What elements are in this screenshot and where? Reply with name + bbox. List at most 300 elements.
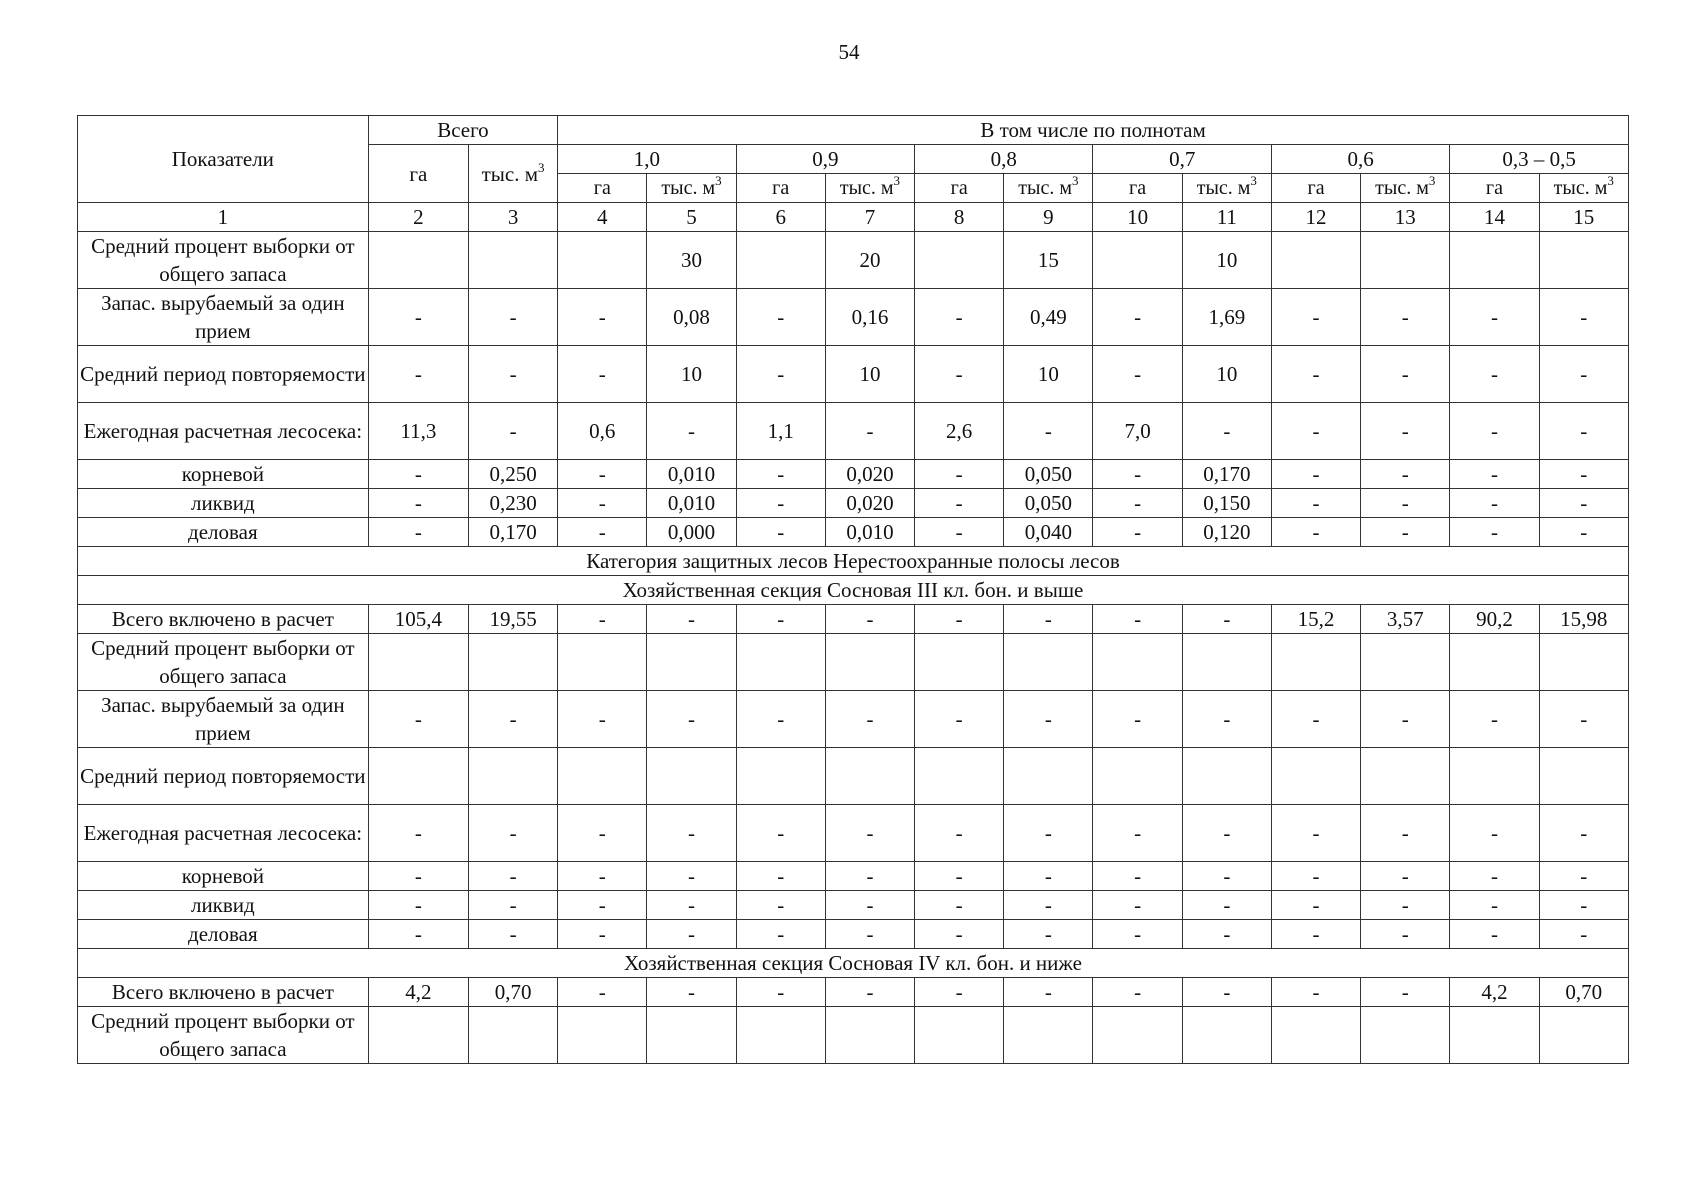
data-cell: 0,040 [1004,518,1093,547]
data-cell [1271,748,1360,805]
data-cell: - [468,862,557,891]
data-cell: - [1361,891,1450,920]
data-cell: - [1539,346,1628,403]
data-cell: 0,70 [468,978,557,1007]
data-cell: - [825,403,914,460]
data-cell: - [825,978,914,1007]
data-cell [1450,232,1539,289]
data-cell: 10 [647,346,736,403]
data-cell: - [647,862,736,891]
data-cell [736,1007,825,1064]
data-cell [825,634,914,691]
data-cell: - [647,605,736,634]
column-number-cell: 6 [736,203,825,232]
data-cell: - [1539,489,1628,518]
header-density-0-8: 0,8 [915,145,1093,174]
data-cell: 1,1 [736,403,825,460]
data-cell: 4,2 [368,978,468,1007]
data-cell [1361,634,1450,691]
data-cell: - [736,489,825,518]
data-cell: - [1361,403,1450,460]
header-row-1 [78,116,1629,145]
table-row [78,518,1629,547]
data-cell: 7,0 [1093,403,1182,460]
data-cell [647,634,736,691]
unit-ha-cell: га [915,174,1004,203]
data-cell [736,748,825,805]
data-cell: - [1093,605,1182,634]
data-cell: - [1182,978,1271,1007]
data-cell [1450,634,1539,691]
data-cell [825,1007,914,1064]
column-number-cell: 5 [647,203,736,232]
data-cell: - [1182,862,1271,891]
data-cell: - [1093,518,1182,547]
table-row [78,978,1629,1007]
row-label: Всего включено в расчет [78,605,369,634]
column-number-cell: 7 [825,203,914,232]
data-cell: - [825,805,914,862]
data-cell: - [647,978,736,1007]
data-cell: - [915,978,1004,1007]
data-cell [1361,748,1450,805]
table-row [78,403,1629,460]
data-cell: - [915,518,1004,547]
data-cell: - [1361,978,1450,1007]
data-cell: - [1271,289,1360,346]
data-cell: - [1450,289,1539,346]
data-cell: - [1271,978,1360,1007]
row-label: деловая [78,920,369,949]
column-number-cell: 2 [368,203,468,232]
data-cell: - [647,403,736,460]
column-number-cell: 4 [558,203,647,232]
data-cell: - [1004,403,1093,460]
data-cell [825,748,914,805]
data-cell: 0,170 [1182,460,1271,489]
data-cell: - [1182,805,1271,862]
table-row [78,346,1629,403]
forest-table [77,115,1629,1064]
data-cell: - [736,605,825,634]
data-cell [1093,748,1182,805]
unit-ha-cell: га [1450,174,1539,203]
data-cell [1450,1007,1539,1064]
data-cell: - [736,346,825,403]
data-cell: - [468,403,557,460]
data-cell: - [736,920,825,949]
data-cell: - [915,489,1004,518]
data-cell: - [1450,691,1539,748]
data-cell: - [915,805,1004,862]
data-cell: 0,08 [647,289,736,346]
data-cell [1539,634,1628,691]
data-cell: - [368,518,468,547]
section-title: Хозяйственная секция Сосновая IV кл. бон. и ниже [78,949,1629,978]
data-cell: - [1271,805,1360,862]
data-cell: - [825,891,914,920]
column-number-cell: 3 [468,203,557,232]
data-cell: - [1361,346,1450,403]
data-cell: - [368,460,468,489]
table-row [78,289,1629,346]
unit-volume-cell: тыс. $м^3$ [1004,174,1093,203]
data-cell: - [915,460,1004,489]
data-cell: - [1361,518,1450,547]
data-cell: - [468,691,557,748]
data-cell: - [1361,289,1450,346]
data-cell: - [1182,920,1271,949]
data-cell: - [1093,460,1182,489]
data-cell: - [468,920,557,949]
data-cell: - [1004,605,1093,634]
unit-volume-cell: тыс. $м^3$ [1539,174,1628,203]
unit-ha-cell: га [1093,174,1182,203]
page-number: 54 [838,40,860,64]
data-cell: - [1361,460,1450,489]
data-cell: - [558,289,647,346]
unit-volume-cell: тыс. $м^3$ [647,174,736,203]
data-cell: 0,010 [647,460,736,489]
data-cell [915,634,1004,691]
data-cell: - [1450,489,1539,518]
data-cell: - [1539,891,1628,920]
data-cell: 15,2 [1271,605,1360,634]
data-cell: - [915,862,1004,891]
data-cell: - [1539,805,1628,862]
data-cell: - [1093,346,1182,403]
unit-volume-cell: тыс. $м^3$ [825,174,914,203]
data-cell [736,232,825,289]
column-number-cell: 1 [78,203,369,232]
data-cell: - [1271,346,1360,403]
data-cell: - [1004,691,1093,748]
data-cell: 30 [647,232,736,289]
data-cell: 0,170 [468,518,557,547]
data-cell: - [558,605,647,634]
data-cell [647,1007,736,1064]
data-cell: - [1450,518,1539,547]
data-cell [468,1007,557,1064]
data-cell [1450,748,1539,805]
data-cell: - [368,920,468,949]
data-cell: 19,55 [468,605,557,634]
data-cell: - [1450,891,1539,920]
data-cell: - [368,489,468,518]
data-cell [1004,748,1093,805]
unit-ha-cell: га [1271,174,1360,203]
data-cell: - [1093,862,1182,891]
table-row [78,891,1629,920]
data-cell: - [825,605,914,634]
data-cell: 0,16 [825,289,914,346]
column-number-cell: 8 [915,203,1004,232]
row-label: корневой [78,862,369,891]
data-cell [368,1007,468,1064]
table-row [78,489,1629,518]
data-cell [1361,1007,1450,1064]
data-cell: - [825,862,914,891]
data-cell [736,634,825,691]
data-cell: 0,000 [647,518,736,547]
data-cell [468,634,557,691]
data-cell: - [558,978,647,1007]
data-cell: - [558,891,647,920]
data-cell: - [1182,605,1271,634]
data-cell: - [736,978,825,1007]
data-cell: - [1093,489,1182,518]
row-label: Запас. вырубаемый за один прием [78,289,369,346]
data-cell: - [368,862,468,891]
data-cell: - [1004,891,1093,920]
column-number-cell: 14 [1450,203,1539,232]
data-cell: - [558,346,647,403]
data-cell: - [915,691,1004,748]
data-cell: - [1093,891,1182,920]
data-cell: - [1182,891,1271,920]
header-row-column-numbers [78,203,1629,232]
header-density-0-3-0-5: 0,3 – 0,5 [1450,145,1629,174]
data-cell [558,1007,647,1064]
data-cell [558,748,647,805]
row-label: деловая [78,518,369,547]
data-cell: 105,4 [368,605,468,634]
data-cell: - [1271,691,1360,748]
column-number-cell: 12 [1271,203,1360,232]
row-label: Средний период повторяемости [78,346,369,403]
row-label: корневой [78,460,369,489]
data-cell: 0,010 [647,489,736,518]
data-cell: - [1182,691,1271,748]
unit-ha-cell: га [736,174,825,203]
table-row [78,862,1629,891]
column-number-cell: 13 [1361,203,1450,232]
data-cell: - [1450,460,1539,489]
data-cell: - [1093,920,1182,949]
table-row [78,748,1629,805]
data-cell: 0,050 [1004,489,1093,518]
data-cell: - [1539,691,1628,748]
data-cell: 15 [1004,232,1093,289]
column-number-cell: 11 [1182,203,1271,232]
column-number-cell: 9 [1004,203,1093,232]
data-cell [1093,1007,1182,1064]
data-cell: 10 [825,346,914,403]
data-cell: - [558,460,647,489]
unit-volume-cell: тыс. $м^3$ [1361,174,1450,203]
data-cell: - [1004,978,1093,1007]
row-label: Средний период повторяемости [78,748,369,805]
header-density-0-6: 0,6 [1271,145,1449,174]
data-cell [915,232,1004,289]
column-number-cell: 15 [1539,203,1628,232]
data-cell [1093,232,1182,289]
data-cell: - [1182,403,1271,460]
data-cell [1271,232,1360,289]
data-cell: - [1361,691,1450,748]
data-cell: 1,69 [1182,289,1271,346]
data-cell: - [736,891,825,920]
header-density-0-7: 0,7 [1093,145,1271,174]
table-row [78,691,1629,748]
data-cell: - [1361,862,1450,891]
column-number-cell: 10 [1093,203,1182,232]
data-cell: - [736,289,825,346]
row-label: ликвид [78,891,369,920]
table-row [78,805,1629,862]
data-cell: - [1271,920,1360,949]
data-cell [558,634,647,691]
data-cell: 20 [825,232,914,289]
table-row [78,634,1629,691]
data-cell: 0,020 [825,489,914,518]
data-cell: - [1361,489,1450,518]
data-cell: - [368,289,468,346]
data-cell: 3,57 [1361,605,1450,634]
data-cell: - [736,460,825,489]
data-cell: - [368,691,468,748]
data-cell: - [1361,805,1450,862]
data-cell [1361,232,1450,289]
table-row [78,460,1629,489]
data-cell [468,232,557,289]
data-cell: - [1539,403,1628,460]
data-cell: - [468,346,557,403]
data-cell: - [1271,862,1360,891]
data-cell: - [1271,460,1360,489]
data-cell: - [736,805,825,862]
header-density-1-0: 1,0 [558,145,736,174]
data-cell: - [1539,518,1628,547]
data-cell: - [1271,489,1360,518]
header-indicators: Показатели [78,116,369,203]
table-row [78,605,1629,634]
data-cell: - [825,920,914,949]
data-cell: - [1093,691,1182,748]
data-cell: 0,230 [468,489,557,518]
section-row [78,949,1629,978]
header-total-volume: тыс. $м^3$ [468,145,557,203]
data-cell: 0,150 [1182,489,1271,518]
data-cell: - [1450,346,1539,403]
data-cell: - [558,691,647,748]
section-row [78,576,1629,605]
row-label: Средний процент выборки от общего запаса [78,232,369,289]
header-total: Всего [368,116,557,145]
data-cell: - [368,805,468,862]
data-cell: - [1539,862,1628,891]
data-cell: - [915,289,1004,346]
data-cell: - [1450,862,1539,891]
header-by-density: В том числе по полнотам [558,116,1629,145]
unit-volume-cell: тыс. $м^3$ [1182,174,1271,203]
data-cell: - [558,805,647,862]
data-cell: - [368,346,468,403]
table-row [78,1007,1629,1064]
data-cell: - [736,862,825,891]
data-cell: 4,2 [1450,978,1539,1007]
data-cell: 0,250 [468,460,557,489]
data-cell [368,634,468,691]
data-cell [1539,232,1628,289]
data-cell [1182,1007,1271,1064]
row-label: Запас. вырубаемый за один прием [78,691,369,748]
data-cell: - [468,289,557,346]
data-cell: - [1450,805,1539,862]
data-cell: - [1271,891,1360,920]
data-cell: - [468,891,557,920]
data-cell: - [1450,920,1539,949]
data-cell: - [647,920,736,949]
table-row [78,920,1629,949]
data-cell: - [915,920,1004,949]
data-cell [368,232,468,289]
data-cell: 10 [1182,232,1271,289]
data-cell: - [1093,805,1182,862]
data-cell: 10 [1004,346,1093,403]
data-cell [1271,634,1360,691]
data-cell: - [1271,403,1360,460]
data-cell [915,748,1004,805]
data-cell: - [647,891,736,920]
data-cell [468,748,557,805]
data-cell: - [915,605,1004,634]
header-total-ha: га [368,145,468,203]
data-cell [558,232,647,289]
data-cell: 0,6 [558,403,647,460]
row-label: Средний процент выборки от общего запаса [78,634,369,691]
data-cell: - [1539,289,1628,346]
data-cell: - [1004,805,1093,862]
data-cell: - [468,805,557,862]
data-cell: 0,020 [825,460,914,489]
data-cell [1271,1007,1360,1064]
section-title: Категория защитных лесов Нерестоохранные полосы лесов [78,547,1629,576]
data-cell: - [1361,920,1450,949]
data-cell: - [915,346,1004,403]
header-density-0-9: 0,9 [736,145,914,174]
row-label: Всего включено в расчет [78,978,369,1007]
data-cell [1093,634,1182,691]
row-label: Средний процент выборки от общего запаса [78,1007,369,1064]
data-cell [1004,1007,1093,1064]
data-cell: - [1539,920,1628,949]
data-cell: - [647,805,736,862]
data-cell: - [558,862,647,891]
data-cell: - [368,891,468,920]
data-cell: 0,010 [825,518,914,547]
data-cell: - [736,691,825,748]
data-cell: - [558,920,647,949]
data-cell [368,748,468,805]
row-label: ликвид [78,489,369,518]
data-cell [647,748,736,805]
data-cell: - [558,489,647,518]
section-row [78,547,1629,576]
data-cell: - [1093,289,1182,346]
data-cell: - [736,518,825,547]
row-label: Ежегодная расчетная лесосека: [78,805,369,862]
data-cell: 2,6 [915,403,1004,460]
data-cell [1539,1007,1628,1064]
data-cell: 0,49 [1004,289,1093,346]
data-cell: 0,120 [1182,518,1271,547]
data-cell: - [558,518,647,547]
data-cell: - [1539,460,1628,489]
row-label: Ежегодная расчетная лесосека: [78,403,369,460]
data-cell [915,1007,1004,1064]
data-cell [1004,634,1093,691]
